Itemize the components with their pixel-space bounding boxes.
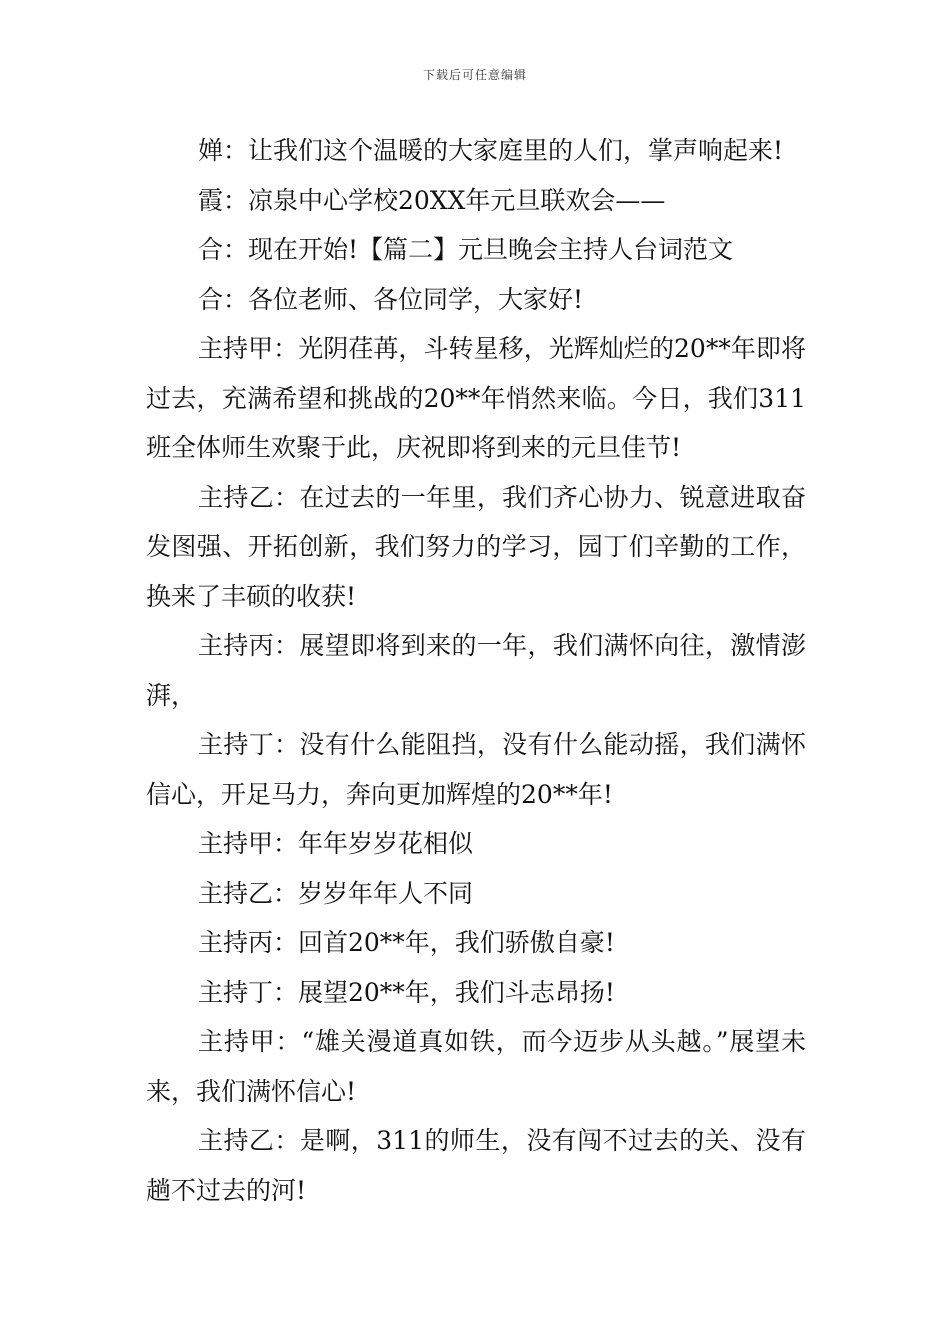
paragraph: 合：各位老师、各位同学，大家好! bbox=[198, 284, 584, 314]
paragraph: 主持丁：展望20**年，我们斗志昂扬! bbox=[198, 977, 615, 1007]
paragraph: 合：现在开始!【篇二】元旦晚会主持人台词范文 bbox=[198, 235, 734, 264]
paragraph: 霞：凉泉中心学校20XX年元旦联欢会—— bbox=[198, 185, 666, 215]
header-note: 下载后可任意编辑 bbox=[422, 68, 527, 82]
paragraph: 主持乙：是啊，311的师生，没有闯不过去的关、没有趟不过去的河! bbox=[146, 1126, 806, 1205]
paragraph: 主持甲：光阴荏苒，斗转星移，光辉灿烂的20**年即将过去，充满希望和挑战的20**年悄然来临。今日，我们311班全体师生欢聚于此，庆祝即将到来的元旦佳节! bbox=[146, 334, 806, 462]
paragraph: 婵：让我们这个温暖的大家庭里的人们，掌声响起来! bbox=[198, 136, 784, 165]
paragraph: 主持丙：回首20**年，我们骄傲自豪! bbox=[198, 928, 615, 957]
paragraph: 主持乙：岁岁年年人不同 bbox=[198, 878, 474, 908]
paragraph: 主持甲：“雄关漫道真如铁，而今迈步从头越。”展望未来，我们满怀信心! bbox=[146, 1027, 806, 1106]
document-body bbox=[146, 126, 806, 1215]
paragraph: 主持丁：没有什么能阻挡，没有什么能动摇，我们满怀信心，开足马力，奔向更加辉煌的20**年! bbox=[146, 730, 806, 809]
paragraph: 主持乙：在过去的一年里，我们齐心协力、锐意进取奋发图强、开拓创新，我们努力的学习，园丁们辛勤的工作，换来了丰硕的收获! bbox=[146, 482, 806, 611]
paragraph: 主持甲：年年岁岁花相似 bbox=[198, 829, 474, 858]
paragraph: 主持丙：展望即将到来的一年，我们满怀向往，激情澎湃， bbox=[146, 631, 806, 710]
